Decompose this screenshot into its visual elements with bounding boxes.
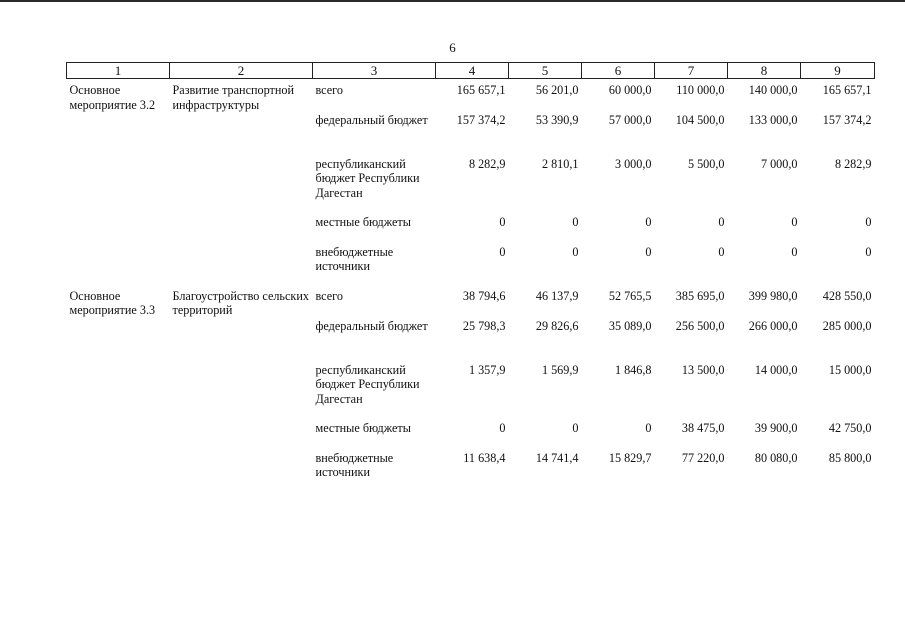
funding-source: внебюджетные источники bbox=[315, 450, 394, 479]
amount-cell: 157 374,2 bbox=[822, 112, 872, 127]
column-header: 4 bbox=[436, 63, 509, 79]
amount-cell: 110 000,0 bbox=[676, 83, 725, 97]
column-header: 3 bbox=[313, 63, 436, 79]
amount-cell: 42 750,0 bbox=[828, 420, 872, 435]
amount-cell: 14 741,4 bbox=[535, 450, 579, 465]
amount-cell: 0 bbox=[499, 420, 506, 435]
amount-cell: 385 695,0 bbox=[675, 288, 725, 303]
amount-cell: 53 390,9 bbox=[535, 112, 579, 127]
amount-cell: 0 bbox=[499, 244, 506, 259]
measure-title: Благоустройство сельских территорий bbox=[172, 288, 309, 317]
funding-source: республиканский бюджет Республики Дагестан bbox=[315, 156, 420, 200]
amount-cell: 0 bbox=[718, 214, 725, 229]
column-header: 6 bbox=[582, 63, 655, 79]
amount-cell: 25 798,3 bbox=[462, 318, 506, 333]
amount-cell: 14 000,0 bbox=[754, 362, 798, 377]
measure-title: Развитие транспортной инфраструктуры bbox=[172, 83, 295, 112]
amount-cell: 1 357,9 bbox=[468, 362, 506, 377]
budget-table bbox=[66, 62, 875, 491]
amount-cell: 285 000,0 bbox=[822, 318, 872, 333]
amount-cell: 8 282,9 bbox=[834, 156, 872, 171]
amount-cell: 3 000,0 bbox=[614, 156, 652, 171]
column-header: 8 bbox=[728, 63, 801, 79]
amount-cell: 0 bbox=[572, 214, 579, 229]
table-row bbox=[67, 79, 875, 109]
amount-cell: 0 bbox=[572, 420, 579, 435]
amount-cell: 133 000,0 bbox=[748, 112, 798, 127]
table-header bbox=[67, 63, 875, 79]
header-row bbox=[67, 63, 875, 79]
table-row bbox=[67, 285, 875, 315]
funding-source: федеральный бюджет bbox=[315, 318, 428, 333]
funding-source: местные бюджеты bbox=[315, 420, 411, 435]
amount-cell: 157 374,2 bbox=[456, 112, 506, 127]
funding-source: местные бюджеты bbox=[315, 214, 411, 229]
amount-cell: 80 080,0 bbox=[754, 450, 798, 465]
amount-cell: 60 000,0 bbox=[608, 83, 652, 97]
measure-label: Основное мероприятие 3.3 bbox=[69, 288, 156, 317]
column-header: 2 bbox=[170, 63, 313, 79]
amount-cell: 35 089,0 bbox=[608, 318, 652, 333]
amount-cell: 0 bbox=[645, 420, 652, 435]
measure-label: Основное мероприятие 3.2 bbox=[69, 83, 156, 112]
amount-cell: 0 bbox=[645, 244, 652, 259]
top-border-line bbox=[0, 0, 905, 2]
amount-cell: 0 bbox=[865, 244, 872, 259]
amount-cell: 0 bbox=[499, 214, 506, 229]
amount-cell: 140 000,0 bbox=[748, 83, 798, 97]
amount-cell: 0 bbox=[791, 244, 798, 259]
amount-cell: 266 000,0 bbox=[748, 318, 798, 333]
amount-cell: 104 500,0 bbox=[675, 112, 725, 127]
amount-cell: 38 794,6 bbox=[462, 288, 506, 303]
funding-source: всего bbox=[315, 288, 343, 303]
table-body bbox=[67, 79, 875, 491]
amount-cell: 256 500,0 bbox=[675, 318, 725, 333]
amount-cell: 0 bbox=[865, 214, 872, 229]
amount-cell: 165 657,1 bbox=[456, 83, 506, 97]
amount-cell: 46 137,9 bbox=[535, 288, 579, 303]
amount-cell: 0 bbox=[791, 214, 798, 229]
amount-cell: 15 000,0 bbox=[828, 362, 872, 377]
amount-cell: 399 980,0 bbox=[748, 288, 798, 303]
amount-cell: 0 bbox=[718, 244, 725, 259]
amount-cell: 57 000,0 bbox=[608, 112, 652, 127]
amount-cell: 56 201,0 bbox=[535, 83, 579, 97]
column-header: 9 bbox=[801, 63, 875, 79]
amount-cell: 39 900,0 bbox=[754, 420, 798, 435]
amount-cell: 85 800,0 bbox=[828, 450, 872, 465]
funding-source: всего bbox=[315, 83, 343, 97]
column-header: 5 bbox=[509, 63, 582, 79]
amount-cell: 7 000,0 bbox=[760, 156, 798, 171]
funding-source: внебюджетные источники bbox=[315, 244, 394, 273]
amount-cell: 77 220,0 bbox=[681, 450, 725, 465]
amount-cell: 1 846,8 bbox=[614, 362, 652, 377]
page-number: 6 bbox=[449, 40, 456, 55]
amount-cell: 5 500,0 bbox=[687, 156, 725, 171]
amount-cell: 0 bbox=[645, 214, 652, 229]
amount-cell: 13 500,0 bbox=[681, 362, 725, 377]
amount-cell: 1 569,9 bbox=[541, 362, 579, 377]
amount-cell: 2 810,1 bbox=[541, 156, 579, 171]
amount-cell: 428 550,0 bbox=[822, 288, 872, 303]
column-header: 1 bbox=[67, 63, 170, 79]
amount-cell: 165 657,1 bbox=[822, 83, 872, 97]
funding-source: федеральный бюджет bbox=[315, 112, 428, 127]
amount-cell: 11 638,4 bbox=[463, 450, 506, 465]
amount-cell: 0 bbox=[572, 244, 579, 259]
amount-cell: 8 282,9 bbox=[468, 156, 506, 171]
amount-cell: 15 829,7 bbox=[608, 450, 652, 465]
amount-cell: 38 475,0 bbox=[681, 420, 725, 435]
column-header: 7 bbox=[655, 63, 728, 79]
amount-cell: 29 826,6 bbox=[535, 318, 579, 333]
funding-source: республиканский бюджет Республики Дагестан bbox=[315, 362, 420, 406]
amount-cell: 52 765,5 bbox=[608, 288, 652, 303]
